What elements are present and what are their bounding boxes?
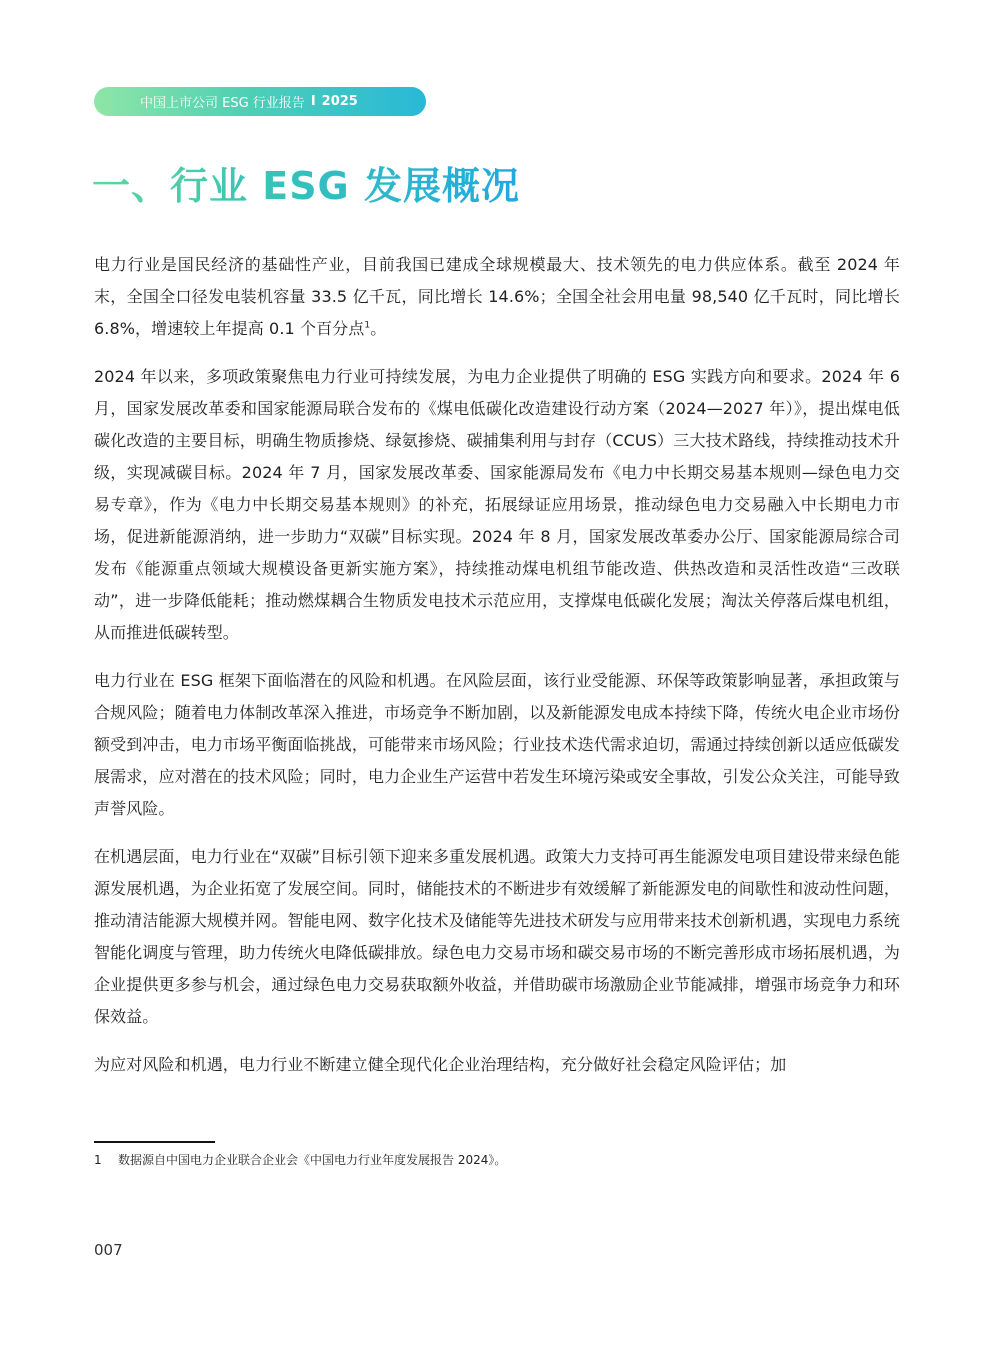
footnote-reference[interactable]: 1 [364,320,371,331]
paragraph-tail: 。 [370,319,387,338]
report-year: 2025 [321,94,358,109]
header-separator: I [310,94,316,109]
paragraph-risks: 电力行业在 ESG 框架下面临潜在的风险和机遇。在风险层面，该行业受能源、环保等政策影响显著，承担政策与合规风险；随着电力体制改革深入推进，市场竞争不断加剧，以及新能源发电成本持续下降，传统火电企业市场份额受到冲击，电力市场平衡面临挑战，可能带来市场风险；行业技术迭代需求迫切，需通过持续创新以适应低碳发展需求，应对潜在的技术风险；同时，电力企业生产运营中若发生环境污染或安全事故，引发公众关注，可能导致声誉风险。 [94,671,900,818]
footnote-text: 数据源自中国电力企业联合企业会《中国电力行业年度发展报告 2024》。 [118,1153,507,1167]
paragraph-opportunities: 在机遇层面，电力行业在“双碳”目标引领下迎来多重发展机遇。政策大力支持可再生能源发电项目建设带来绿色能源发展机遇，为企业拓宽了发展空间。同时，储能技术的不断进步有效缓解了新能源发电的间歇性和波动性问题，推动清洁能源大规模并网。智能电网、数字化技术及储能等先进技术研发与应用带来技术创新机遇，实现电力系统智能化调度与管理，助力传统火电降低碳排放。绿色电力交易市场和碳交易市场的不断完善形成市场拓展机遇，为企业提供更多参与机会，通过绿色电力交易获取额外收益，并借助碳市场激励企业节能减排，增强市场竞争力和环保效益。 [94,847,900,1026]
paragraph-policies: 2024 年以来，多项政策聚焦电力行业可持续发展，为电力企业提供了明确的 ESG 实践方向和要求。2024 年 6 月，国家发展改革委和国家能源局联合发布的《煤电低碳化改造建设行动方案（2024—2027 年）》，提出煤电低碳化改造的主要目标，明确生物质掺烧、绿氨掺烧、碳捕集利用与封存（CCUS）三大技术路线，持续推动技术升级，实现减碳目标。2024 年 7 月，国家发展改革委、国家能源局发布《电力中长期交易基本规则—绿色电力交易专章》，作为《电力中长期交易基本规则》的补充，拓展绿证应用场景，推动绿色电力交易融入中长期电力市场，促进新能源消纳，进一步助力“双碳”目标实现。2024 年 8 月，国家发展改革委办公厅、国家能源局综合司发布《能源重点领域大规模设备更新实施方案》，持续推动煤电机组节能改造、供热改造和灵活性改造“三改联动”，进一步降低能耗；推动燃煤耦合生物质发电技术示范应用，支撑煤电低碳化发展；淘汰关停落后煤电机组，从而推进低碳转型。 [94,367,900,642]
footnote-number: 1 [94,1153,102,1167]
paragraph-industry-overview [94,249,900,345]
body-text [94,249,900,1097]
footnote [94,1151,506,1169]
paragraph-text: 电力行业是国民经济的基础性产业，目前我国已建成全球规模最大、技术领先的电力供应体系。截至 2024 年末，全国全口径发电装机容量 33.5 亿千瓦，同比增长 14.6%；全国全社会用电量 98,540 亿千瓦时，同比增长 6.8%，增速较上年提高 0.1 个百分点 [94,255,900,338]
section-title: 一、行业 ESG 发展概况 [92,158,520,214]
paragraph-response: 为应对风险和机遇，电力行业不断建立健全现代化企业治理结构，充分做好社会稳定风险评估；加 [94,1055,787,1074]
report-header-banner [94,87,426,116]
report-name: 中国上市公司 ESG 行业报告 [140,96,305,111]
page-number: 007 [94,1241,123,1259]
footnote-divider [94,1141,215,1143]
